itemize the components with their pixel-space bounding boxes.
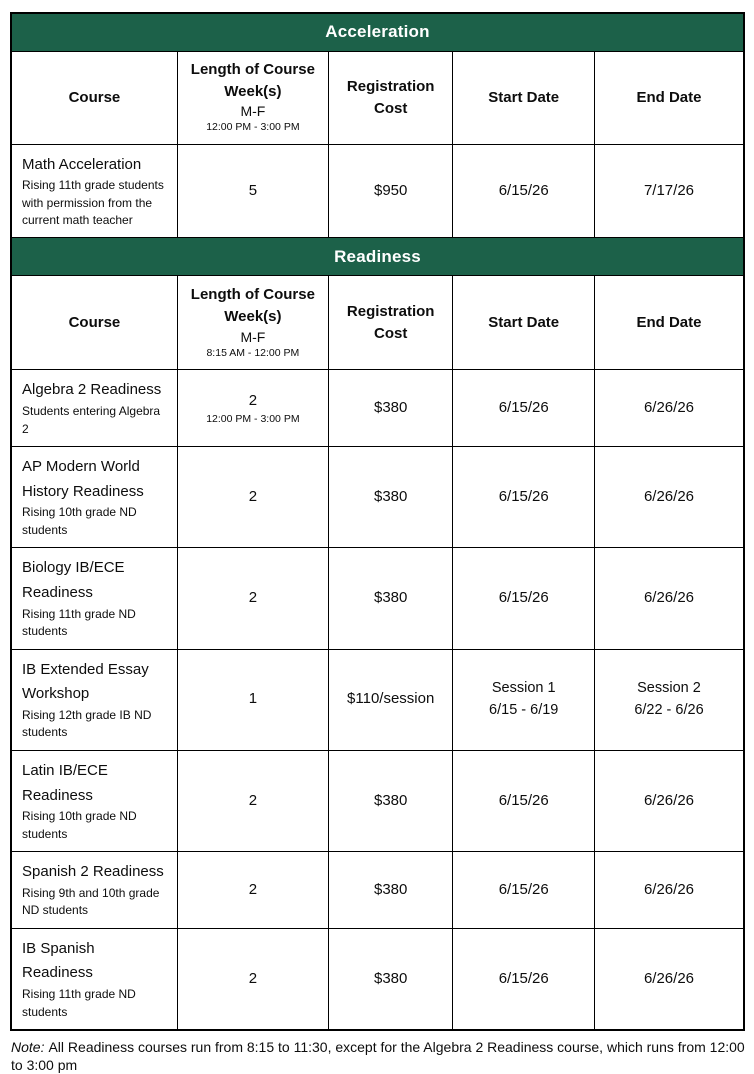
course-subtitle: Rising 10th grade ND students [22, 505, 137, 537]
course-cell [11, 144, 177, 238]
course-subtitle: Rising 12th grade IB ND students [22, 708, 152, 740]
table-row-ib-extended-essay-workshop [11, 649, 744, 750]
start-date-cell: 6/15/26 [453, 370, 594, 447]
course-cell [11, 446, 177, 547]
course-subtitle: Rising 11th grade students with permission from the current math teacher [22, 178, 164, 228]
acceleration-header-row [11, 51, 744, 144]
col-header-length [177, 276, 328, 370]
section-banner-readiness [11, 238, 744, 276]
table-row-algebra2-readiness [11, 370, 744, 447]
col-header-course: Course [11, 276, 177, 370]
table-row-math-acceleration [11, 144, 744, 238]
session-dates: 6/15 - 6/19 [489, 701, 559, 718]
course-cell [11, 852, 177, 929]
course-subtitle: Rising 11th grade ND students [22, 987, 136, 1019]
course-title: Latin IB/ECE Readiness [22, 761, 108, 804]
table-row-ib-spanish-readiness [11, 928, 744, 1030]
col-header-start: Start Date [453, 51, 594, 144]
col-header-end: End Date [594, 276, 744, 370]
course-cell [11, 649, 177, 750]
end-date-cell [594, 649, 744, 750]
course-subtitle: Rising 10th grade ND students [22, 809, 137, 841]
cost-cell: $380 [328, 750, 453, 851]
footnote [10, 1038, 745, 1074]
table-row-latin-ib-ece [11, 750, 744, 851]
cost-cell: $380 [328, 370, 453, 447]
course-title: Biology IB/ECE Readiness [22, 559, 125, 601]
cost-cell: $380 [328, 548, 453, 649]
session-label: Session 2 [637, 679, 701, 696]
length-header-line1: Length of Course [190, 286, 315, 304]
footnote-text: All Readiness courses run from 8:15 to 11:30, except for the Algebra 2 Readiness course, which runs from 12:00 to 3:00 pm [11, 1038, 745, 1074]
length-header-time: 12:00 PM - 3:00 PM [206, 121, 300, 134]
length-header-line1: Length of Course [190, 60, 315, 78]
course-cell [11, 750, 177, 851]
cost-cell: $380 [328, 852, 453, 929]
length-cell: 2 [177, 446, 328, 547]
cost-cell: $380 [328, 928, 453, 1030]
end-date-cell: 6/26/26 [594, 750, 744, 851]
course-title: AP Modern World History Readiness [22, 457, 144, 500]
session-label: Session 1 [491, 679, 556, 696]
course-schedule-table [10, 12, 745, 1031]
footnote-label: Note: [11, 1038, 45, 1055]
length-cell: 1 [177, 649, 328, 750]
length-cell: 2 [177, 852, 328, 929]
end-date-cell: 6/26/26 [594, 446, 744, 547]
table-row-biology-ib-ece [11, 548, 744, 649]
end-date-cell: 6/26/26 [594, 370, 744, 447]
course-cell [11, 548, 177, 649]
cost-cell: $950 [328, 144, 453, 238]
table-row-spanish2-readiness [11, 852, 744, 929]
col-header-cost: Registration Cost [328, 276, 453, 370]
start-date-cell: 6/15/26 [453, 446, 594, 547]
length-time: 12:00 PM - 3:00 PM [206, 412, 300, 425]
start-date-cell: 6/15/26 [453, 548, 594, 649]
end-date-cell: 7/17/26 [594, 144, 744, 238]
table-row-ap-modern-world-history [11, 446, 744, 547]
length-header-days: M-F [240, 103, 266, 120]
course-title: IB Extended Essay Workshop [22, 660, 149, 703]
course-title: Spanish 2 Readiness [22, 863, 164, 881]
course-subtitle: Students entering Algebra 2 [22, 404, 161, 436]
length-header-line2: Week(s) [224, 307, 282, 325]
length-header-days: M-F [240, 328, 266, 345]
course-title: IB Spanish Readiness [22, 939, 95, 982]
length-header-time: 8:15 AM - 12:00 PM [206, 346, 300, 359]
section-title: Readiness [11, 238, 744, 276]
col-header-start: Start Date [453, 276, 594, 370]
length-cell: 2 [177, 548, 328, 649]
cost-cell: $380 [328, 446, 453, 547]
course-title: Algebra 2 Readiness [22, 381, 162, 399]
length-cell: 2 [177, 928, 328, 1030]
col-header-cost: Registration Cost [328, 51, 453, 144]
start-date-cell: 6/15/26 [453, 928, 594, 1030]
length-cell: 2 [177, 750, 328, 851]
col-header-end: End Date [594, 51, 744, 144]
section-title: Acceleration [11, 13, 744, 51]
start-date-cell [453, 649, 594, 750]
length-cell [177, 370, 328, 447]
length-value: 2 [248, 392, 258, 410]
end-date-cell: 6/26/26 [594, 548, 744, 649]
course-title: Math Acceleration [22, 155, 142, 173]
end-date-cell: 6/26/26 [594, 928, 744, 1030]
course-subtitle: Rising 11th grade ND students [22, 606, 136, 639]
section-banner-acceleration [11, 13, 744, 51]
cost-cell: $110/session [328, 649, 453, 750]
length-cell: 5 [177, 144, 328, 238]
col-header-course: Course [11, 51, 177, 144]
course-cell [11, 928, 177, 1030]
readiness-header-row [11, 276, 744, 370]
start-date-cell: 6/15/26 [453, 750, 594, 851]
course-subtitle: Rising 9th and 10th grade ND students [22, 885, 160, 918]
col-header-length [177, 51, 328, 144]
start-date-cell: 6/15/26 [453, 852, 594, 929]
end-date-cell: 6/26/26 [594, 852, 744, 929]
session-dates: 6/22 - 6/26 [634, 701, 704, 718]
length-header-line2: Week(s) [224, 82, 282, 100]
course-cell [11, 370, 177, 447]
start-date-cell: 6/15/26 [453, 144, 594, 238]
